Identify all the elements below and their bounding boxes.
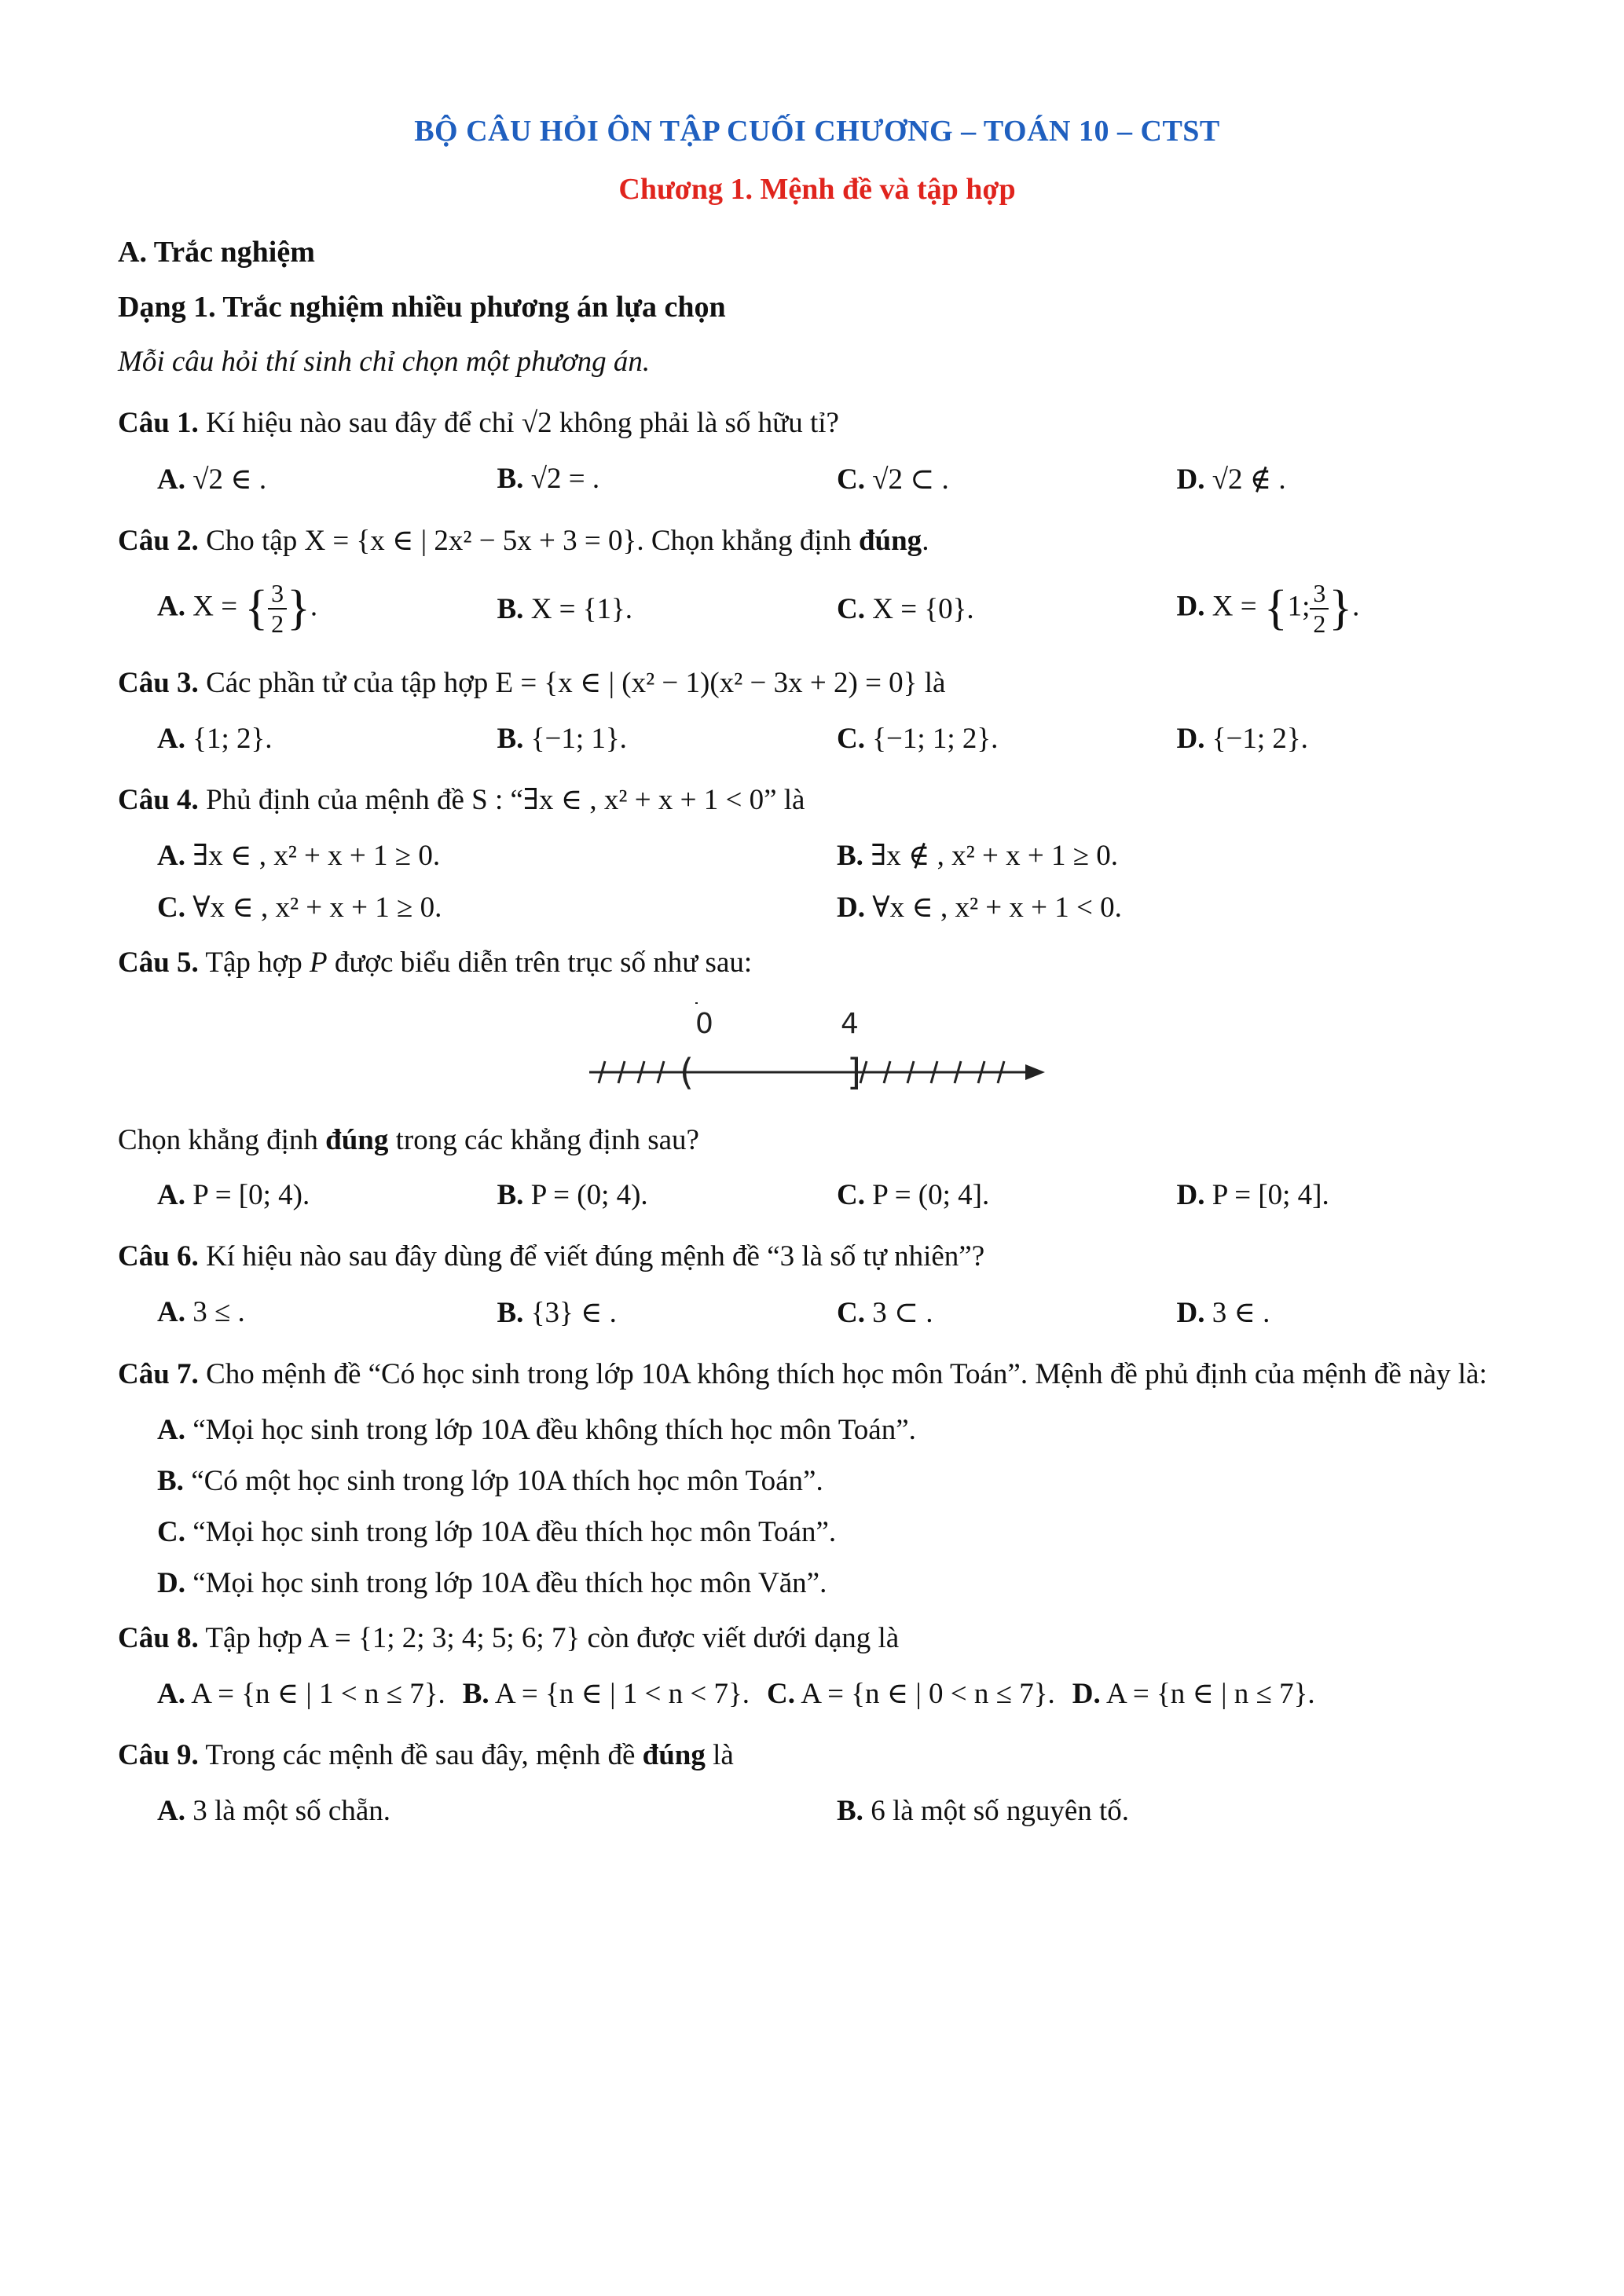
- question-2: [118, 520, 1516, 562]
- option-c[interactable]: [767, 1676, 1055, 1711]
- option-label: C.: [837, 1179, 865, 1212]
- question-text: .: [922, 524, 929, 557]
- option-d[interactable]: [1177, 722, 1517, 756]
- question-label: Câu 3.: [118, 666, 199, 699]
- option-label: B.: [462, 1678, 489, 1711]
- question-math: S : “∃x ∈ , x² + x + 1 < 0”: [471, 783, 777, 816]
- option-label: B.: [497, 592, 524, 625]
- question-4-options-row-2: [157, 890, 1516, 925]
- question-label: Câu 8.: [118, 1621, 199, 1654]
- option-text: {1; 2}.: [192, 722, 273, 755]
- brace-close: }: [1329, 581, 1353, 635]
- question-label: Câu 7.: [118, 1358, 199, 1391]
- question-9-options: [157, 1794, 1516, 1828]
- section-a-heading: A. Trắc nghiệm: [118, 236, 315, 269]
- option-d[interactable]: [157, 1566, 1516, 1600]
- option-text: “Có một học sinh trong lớp 10A thích học môn Toán”.: [191, 1464, 823, 1497]
- option-label: C.: [837, 722, 865, 755]
- question-8-options: [157, 1676, 1516, 1711]
- question-3: [118, 662, 1516, 705]
- option-text: X =: [1212, 590, 1257, 623]
- option-text: A = {n ∈ | 0 < n ≤ 7}.: [801, 1678, 1055, 1711]
- chapter-title: Chương 1. Mệnh đề và tập hợp: [618, 173, 1016, 206]
- option-d[interactable]: D. X = {1; $\frac{3}{2}$ }.: [1176, 579, 1360, 639]
- option-d[interactable]: [1177, 1295, 1517, 1330]
- question-5-options: [157, 1178, 1516, 1212]
- question-7: [118, 1353, 1516, 1396]
- option-text: {3} ∈ .: [530, 1297, 617, 1330]
- question-6: [118, 1236, 1516, 1278]
- option-text: √2 ⊂ .: [872, 463, 949, 496]
- option-text: P = [0; 4].: [1212, 1179, 1329, 1212]
- option-text: A = {n ∈ | 1 < n < 7}.: [494, 1678, 750, 1711]
- option-label: A.: [157, 1678, 185, 1711]
- option-label: D.: [1176, 590, 1205, 623]
- option-text: 3 là một số chẵn.: [192, 1795, 390, 1827]
- option-label: D.: [1176, 722, 1205, 755]
- brace-open: {: [244, 581, 269, 635]
- option-b[interactable]: [497, 1178, 838, 1212]
- document-page: [118, 114, 1516, 1845]
- brace-close: }: [287, 581, 310, 635]
- question-2-options: [157, 579, 1516, 639]
- option-a[interactable]: A. X = { $\frac{3}{2}$ }.: [157, 579, 318, 639]
- option-text: {−1; 2}.: [1212, 722, 1308, 755]
- option-label: A.: [157, 463, 185, 496]
- option-text: A = {n ∈ | n ≤ 7}.: [1105, 1678, 1315, 1711]
- option-text: 3 ⊂ .: [872, 1297, 933, 1330]
- question-text: Cho mệnh đề “Có học sinh trong lớp 10A không thích học môn Toán”. Mệnh đề phủ định của mệnh đề này là:: [206, 1358, 1487, 1391]
- option-text: P = (0; 4).: [530, 1179, 648, 1212]
- question-text: Tập hợp: [205, 947, 302, 980]
- option-text: ∀x ∈ , x² + x + 1 < 0.: [872, 892, 1122, 925]
- option-a[interactable]: [157, 1178, 497, 1212]
- option-label: B.: [497, 1297, 524, 1330]
- option-b[interactable]: [497, 462, 838, 496]
- option-c[interactable]: [837, 722, 1177, 756]
- option-b[interactable]: [497, 592, 838, 626]
- option-b[interactable]: [497, 722, 838, 756]
- question-math: P: [310, 947, 328, 980]
- option-label: D.: [1176, 463, 1205, 496]
- instruction-text: Mỗi câu hỏi thí sinh chỉ chọn một phương án.: [118, 346, 651, 378]
- option-label: B.: [497, 462, 524, 495]
- option-text: 6 là một số nguyên tố.: [871, 1795, 1130, 1827]
- question-math: √2: [521, 407, 552, 439]
- question-text: trong các khẳng định sau?: [395, 1123, 699, 1156]
- question-emphasis: đúng: [325, 1123, 389, 1156]
- option-label: A.: [157, 1179, 185, 1212]
- question-label: Câu 4.: [118, 783, 199, 816]
- question-text: được biểu diễn trên trục số như sau:: [334, 947, 753, 980]
- option-a[interactable]: [157, 462, 497, 496]
- question-text: không phải là số hữu tỉ?: [559, 407, 839, 439]
- question-1: [118, 402, 1516, 445]
- option-text: 3 ∈ .: [1212, 1297, 1270, 1330]
- question-4: [118, 779, 1516, 822]
- option-label: D.: [1072, 1678, 1101, 1711]
- option-b[interactable]: [837, 838, 1516, 873]
- number-line-figure: [118, 1002, 1516, 1104]
- question-label: Câu 9.: [118, 1739, 199, 1772]
- question-text: Trong các mệnh đề sau đây, mệnh đề: [205, 1739, 636, 1772]
- option-a[interactable]: [157, 722, 497, 756]
- number-line-svg: [118, 1002, 1516, 1104]
- option-label: B.: [157, 1464, 184, 1497]
- document-title: BỘ CÂU HỎI ÔN TẬP CUỐI CHƯƠNG – TOÁN 10 – CTST: [414, 115, 1220, 148]
- fraction: $\frac{3}{2}$: [268, 579, 287, 639]
- option-b[interactable]: [157, 1464, 1516, 1498]
- option-text: P = [0; 4).: [192, 1179, 310, 1212]
- option-text: X = {1}.: [530, 592, 633, 625]
- option-label: A.: [157, 840, 185, 873]
- option-c[interactable]: [837, 462, 1177, 496]
- axis-label-0: 0: [695, 1007, 713, 1040]
- option-label: D.: [157, 1566, 185, 1599]
- question-label: Câu 2.: [118, 524, 199, 557]
- question-6-options: [157, 1295, 1516, 1330]
- option-text: ∃x ∈ , x² + x + 1 ≥ 0.: [192, 840, 441, 873]
- option-label: B.: [837, 1795, 863, 1827]
- question-text: Phủ định của mệnh đề: [206, 783, 464, 816]
- option-label: C.: [767, 1678, 795, 1711]
- option-label: A.: [157, 1413, 185, 1446]
- option-text: A = {n ∈ | 1 < n ≤ 7}.: [191, 1678, 445, 1711]
- brace-open: {: [1263, 581, 1288, 635]
- question-emphasis: đúng: [858, 524, 922, 557]
- option-text: 3 ≤ .: [192, 1296, 245, 1329]
- question-text: Kí hiệu nào sau đây để chỉ: [206, 407, 515, 439]
- option-b[interactable]: [463, 1676, 750, 1711]
- option-text: “Mọi học sinh trong lớp 10A đều thích học môn Toán”.: [192, 1515, 837, 1548]
- option-text: X =: [192, 590, 238, 623]
- option-c[interactable]: [837, 592, 1177, 626]
- option-text: √2 ∉ .: [1212, 463, 1286, 496]
- option-text: {−1; 1}.: [530, 722, 627, 755]
- option-text: P = (0; 4].: [872, 1179, 990, 1212]
- question-1-options: [157, 462, 1516, 496]
- option-label: D.: [1176, 1297, 1205, 1330]
- option-label: C.: [837, 463, 865, 496]
- option-label: C.: [157, 1515, 185, 1548]
- question-4-options-row-1: [157, 838, 1516, 873]
- question-text: là: [783, 783, 805, 816]
- option-a[interactable]: [157, 1676, 445, 1711]
- option-d[interactable]: [1177, 1178, 1517, 1212]
- option-a[interactable]: [157, 1413, 1516, 1447]
- option-label: B.: [497, 1179, 524, 1212]
- question-text: Tập hợp: [205, 1621, 302, 1654]
- option-label: D.: [1176, 1179, 1205, 1212]
- option-a[interactable]: [157, 1295, 497, 1330]
- option-c[interactable]: [837, 1295, 1177, 1330]
- option-b[interactable]: [837, 1794, 1516, 1828]
- option-text: “Mọi học sinh trong lớp 10A đều không thích học môn Toán”.: [192, 1413, 916, 1446]
- fraction: $\frac{3}{2}$: [1310, 579, 1329, 639]
- option-text: √2 = .: [530, 462, 600, 495]
- question-text: là: [713, 1739, 734, 1772]
- option-text: X = {0}.: [872, 592, 974, 625]
- option-text: √2 ∈ .: [192, 463, 267, 496]
- question-text: Chọn khẳng định: [118, 1123, 318, 1156]
- left-bracket: (: [680, 1050, 694, 1093]
- option-a[interactable]: [157, 838, 837, 873]
- option-text: {−1; 1; 2}.: [872, 722, 999, 755]
- question-3-options: [157, 722, 1516, 756]
- question-math: A = {1; 2; 3; 4; 5; 6; 7}: [307, 1621, 581, 1654]
- question-text: Kí hiệu nào sau đây dùng để viết đúng mệnh đề “3 là số tự nhiên”?: [206, 1240, 985, 1273]
- question-5: [118, 942, 1516, 984]
- option-label: A.: [157, 1795, 185, 1827]
- question-5-prompt: [118, 1119, 1516, 1162]
- option-c[interactable]: [157, 1515, 1516, 1549]
- option-text: ∃x ∉ , x² + x + 1 ≥ 0.: [871, 840, 1119, 873]
- axis-arrow-icon: [1025, 1064, 1045, 1080]
- option-label: A.: [157, 722, 185, 755]
- dang-1-heading: Dạng 1. Trắc nghiệm nhiều phương án lựa chọn: [118, 291, 726, 324]
- option-d[interactable]: [1072, 1676, 1315, 1711]
- option-d[interactable]: [1177, 462, 1517, 496]
- option-label: C.: [837, 592, 865, 625]
- option-label: A.: [157, 590, 185, 623]
- question-text: còn được viết dưới dạng là: [587, 1621, 900, 1654]
- question-8: [118, 1617, 1516, 1660]
- option-label: B.: [837, 840, 863, 873]
- option-text: “Mọi học sinh trong lớp 10A đều thích học môn Văn”.: [192, 1566, 827, 1599]
- option-label: D.: [837, 892, 865, 925]
- option-label: C.: [837, 1297, 865, 1330]
- question-math: E = {x ∈ | (x² − 1)(x² − 3x + 2) = 0}: [495, 666, 918, 699]
- question-label: Câu 1.: [118, 407, 199, 439]
- option-b[interactable]: [497, 1295, 838, 1330]
- option-text: 1;: [1287, 590, 1311, 623]
- question-label: Câu 5.: [118, 947, 199, 980]
- option-c[interactable]: [837, 1178, 1177, 1212]
- question-emphasis: đúng: [642, 1739, 706, 1772]
- option-label: B.: [497, 722, 524, 755]
- question-text: là: [924, 666, 946, 699]
- question-label: Câu 6.: [118, 1240, 199, 1273]
- question-text: Các phần tử của tập hợp: [206, 666, 489, 699]
- question-text: . Chọn khẳng định: [636, 524, 852, 557]
- question-9: [118, 1734, 1516, 1777]
- option-text: ∀x ∈ , x² + x + 1 ≥ 0.: [192, 892, 442, 925]
- question-math: X = {x ∈ | 2x² − 5x + 3 = 0}: [304, 524, 637, 557]
- axis-label-4: 4: [841, 1007, 859, 1040]
- option-label: A.: [157, 1296, 185, 1329]
- option-d[interactable]: [837, 890, 1516, 925]
- right-bracket: ]: [847, 1050, 861, 1093]
- option-c[interactable]: [157, 890, 837, 925]
- question-text: Cho tập: [206, 524, 298, 557]
- option-a[interactable]: [157, 1794, 837, 1828]
- option-label: C.: [157, 892, 185, 925]
